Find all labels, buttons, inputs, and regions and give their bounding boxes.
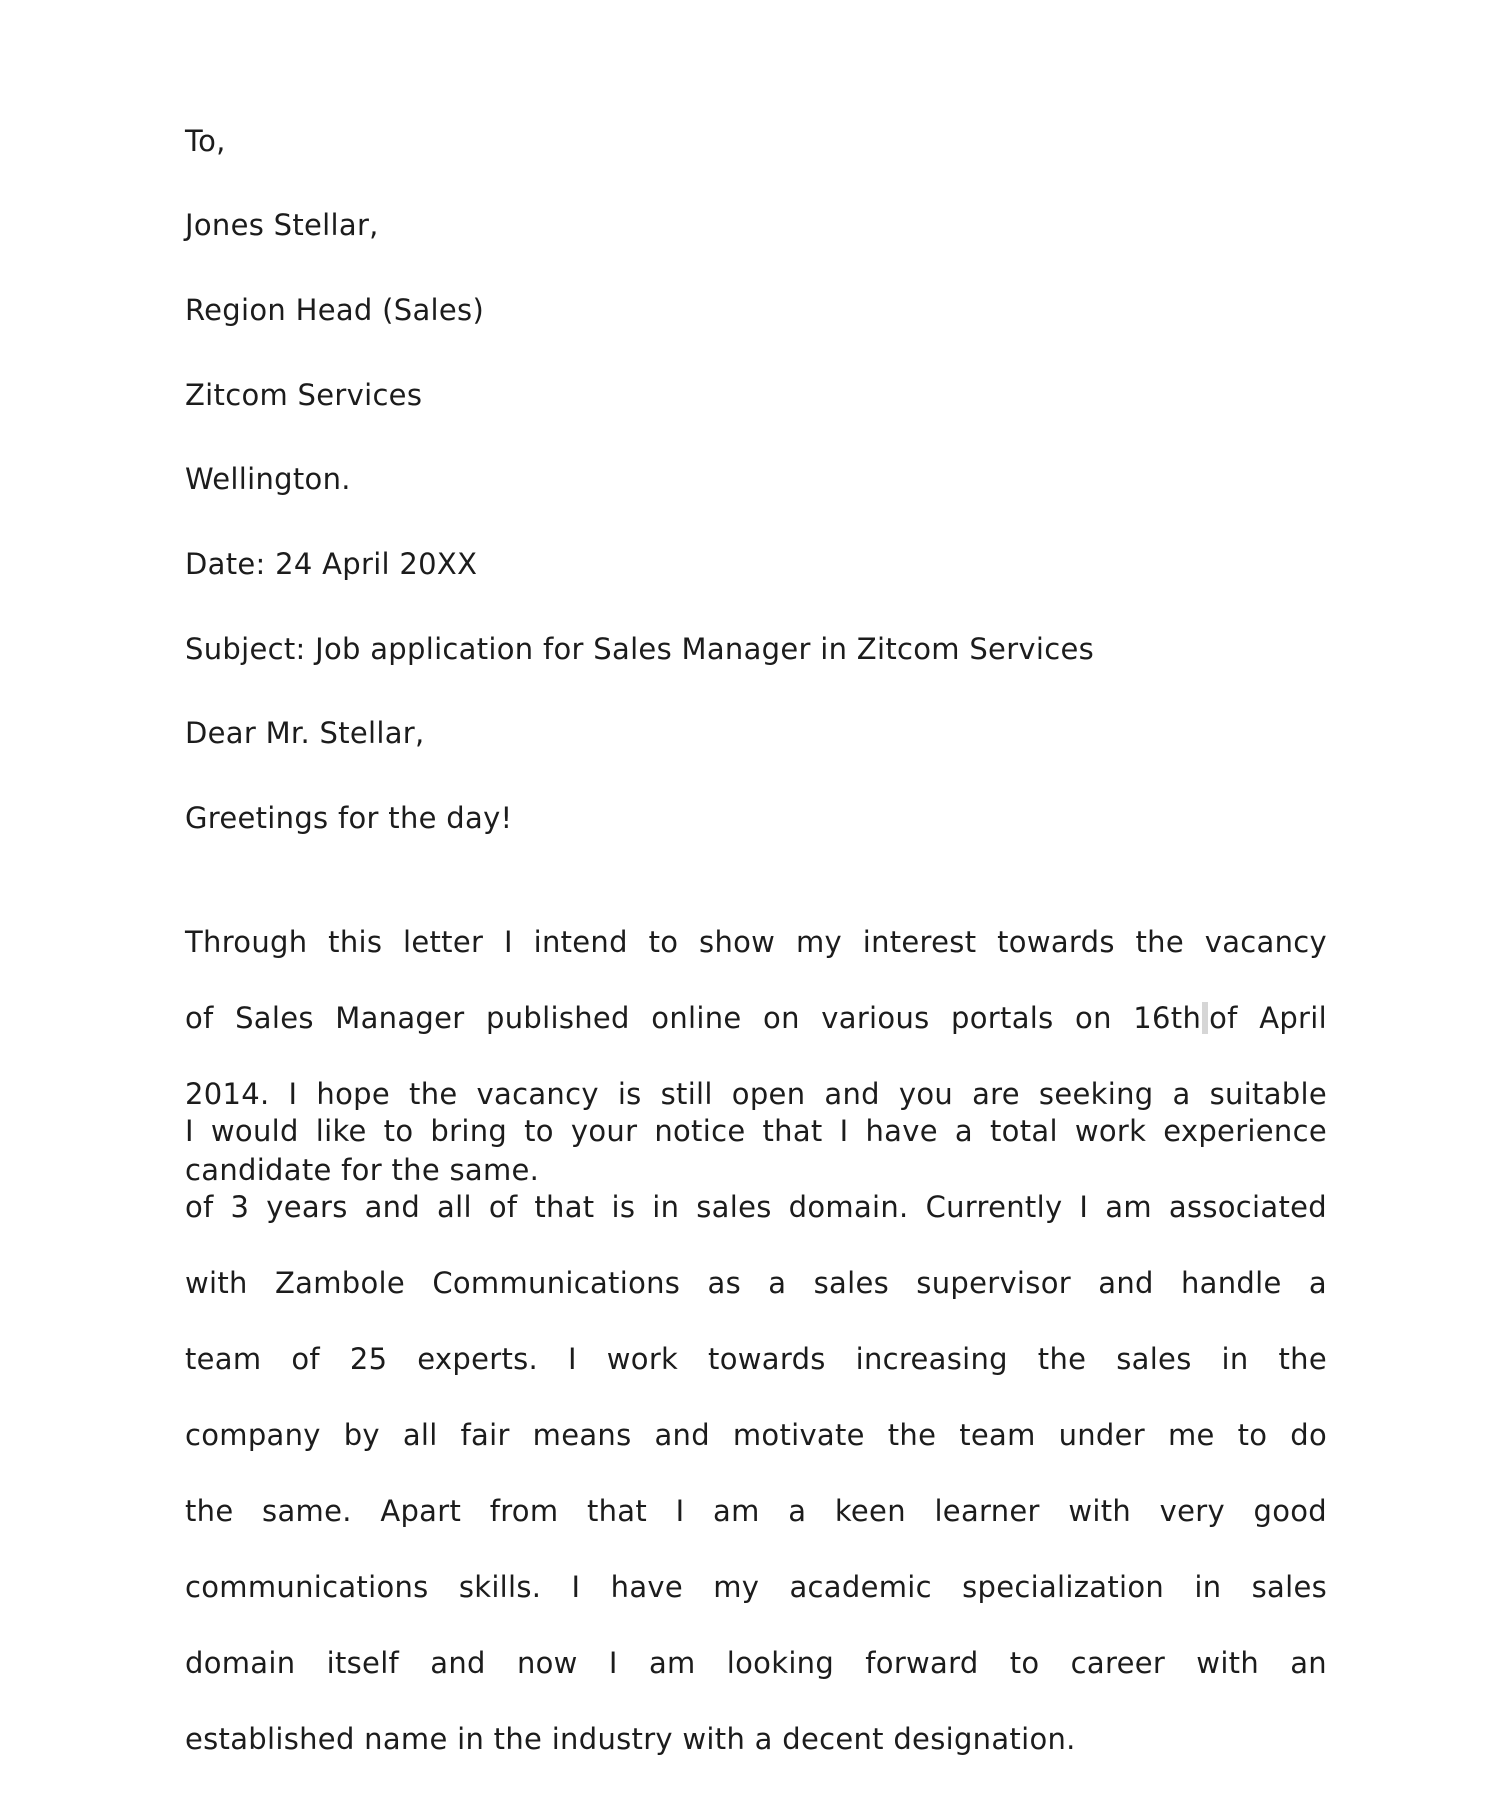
paragraph-1-line: 2014. I hope the vacancy is still open and you are seeking a suitable [185,1077,1327,1111]
paragraph-1-line: candidate for the same. [185,1153,540,1187]
recipient-title: Region Head (Sales) [185,293,485,327]
paragraph-2-line: of 3 years and all of that is in sales domain. Currently I am associated [185,1190,1327,1224]
letter-greeting: Dear Mr. Stellar, [185,716,425,750]
paragraph-2-line: communications skills. I have my academic specialization in sales [185,1570,1327,1604]
recipient-name: Jones Stellar, [185,208,379,242]
paragraph-1-line-text: of Sales Manager published online on various portals on 16th [185,1001,1202,1035]
paragraph-2-line: team of 25 experts. I work towards increasing the sales in the [185,1342,1327,1376]
paragraph-2-line: company by all fair means and motivate the team under me to do [185,1418,1327,1452]
paragraph-2-line: established name in the industry with a decent designation. [185,1722,1076,1756]
recipient-city: Wellington. [185,462,351,496]
recipient-company: Zitcom Services [185,378,423,412]
paragraph-2-line: I would like to bring to your notice that I have a total work experience [185,1114,1327,1148]
paragraph-1-line [185,999,1327,1037]
letter-date: Date: 24 April 20XX [185,547,478,581]
salutation-to: To, [185,124,226,158]
paragraph-1-line-text: of April [1209,1001,1327,1035]
paragraph-2-line: with Zambole Communications as a sales supervisor and handle a [185,1266,1327,1300]
letter-opening: Greetings for the day! [185,801,513,835]
letter-subject: Subject: Job application for Sales Manager in Zitcom Services [185,632,1095,666]
paragraph-2-line: domain itself and now I am looking forward to career with an [185,1646,1327,1680]
paragraph-1-line: Through this letter I intend to show my interest towards the vacancy [185,925,1327,959]
paragraph-2-line: the same. Apart from that I am a keen learner with very good [185,1494,1327,1528]
paragraph-2 [185,1074,1327,1796]
text-cursor-highlight [1202,1002,1208,1034]
